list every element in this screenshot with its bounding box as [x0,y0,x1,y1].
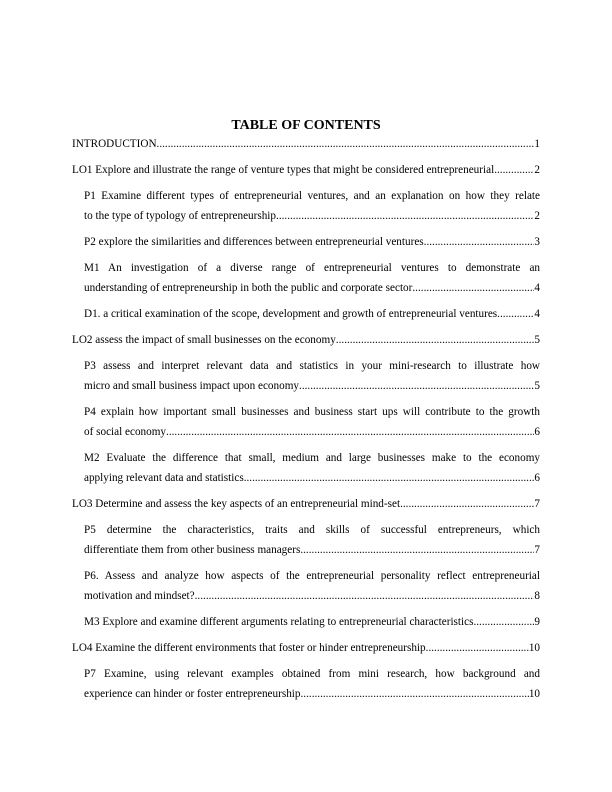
dot-leader [300,540,534,560]
toc-entry-text: micro and small business impact upon economy [84,380,300,392]
dot-leader [336,330,535,350]
page-number: 7 [534,498,540,510]
page-number: 10 [528,642,540,654]
toc-entry[interactable] [72,134,540,154]
page-number: 2 [534,210,540,222]
toc-entry[interactable] [84,356,540,396]
page-number: 1 [534,138,540,150]
toc-entry-text-line: P7 Examine, using relevant examples obtained from mini research, how background and [84,668,540,680]
toc-entry-text: to the type of typology of entrepreneurship [84,210,277,222]
toc-entry-text-line: P4 explain how important small businesses and business start ups will contribute to the growth [84,406,540,418]
toc-entry-text-line: P5 determine the characteristics, traits and skills of successful entrepreneurs, which [84,524,540,536]
toc-entry-text: experience can hinder or foster entrepreneurship [84,688,301,700]
dot-leader [494,160,534,180]
toc-entry[interactable] [72,494,540,514]
toc-entry-text: INTRODUCTION [72,138,157,150]
page-number: 4 [534,308,540,320]
dot-leader [426,638,529,658]
dot-leader [166,422,534,442]
toc-entry[interactable] [84,612,540,632]
toc-entry-text-line: P1 Examine different types of entrepreneurial ventures, and an explanation on how they relate [84,190,540,202]
toc-entry[interactable] [84,448,540,488]
toc-entry[interactable] [84,402,540,442]
toc-entry-text-line: M1 An investigation of a diverse range of entrepreneurial ventures to demonstrate an [84,262,540,274]
toc-entry-text-line: P3 assess and interpret relevant data and statistics in your mini-research to illustrate how [84,360,540,372]
toc-entry[interactable] [72,160,540,180]
dot-leader [400,494,534,514]
dot-leader [276,206,534,226]
toc-entry[interactable] [84,304,540,324]
dot-leader [195,586,535,606]
toc-entry-text: LO1 Explore and illustrate the range of venture types that might be considered entrepreneurial [72,164,495,176]
dot-leader [157,134,535,154]
toc-title: TABLE OF CONTENTS [231,118,381,133]
page-number: 4 [534,282,540,294]
toc-entry-text: M3 Explore and examine different arguments relating to entrepreneurial characteristics [84,616,474,628]
page-number: 10 [528,688,540,700]
toc-entry-text: differentiate them from other business managers [84,544,301,556]
page-number: 6 [534,472,540,484]
toc-entry[interactable] [84,566,540,606]
toc-entry-text: applying relevant data and statistics [84,472,244,484]
page-number: 8 [534,590,540,602]
toc-entry-text: understanding of entrepreneurship in both the public and corporate sector [84,282,413,294]
toc-entry[interactable] [72,638,540,658]
toc-entry[interactable] [84,186,540,226]
toc-entry-text: LO2 assess the impact of small businesses on the economy [72,334,336,346]
toc-entry[interactable] [84,664,540,704]
toc-entry[interactable] [84,232,540,252]
toc-entry-text: D1. a critical examination of the scope, development and growth of entrepreneurial ventures [84,308,498,320]
dot-leader [473,612,534,632]
toc-entry[interactable] [72,330,540,350]
toc-entry-text: P2 explore the similarities and differences between entrepreneurial ventures [84,236,424,248]
page-number: 6 [534,426,540,438]
page-number: 2 [534,164,540,176]
page-number: 7 [534,544,540,556]
toc-entry[interactable] [84,520,540,560]
dot-leader [301,684,529,704]
page-number: 5 [534,334,540,346]
page-number: 5 [534,380,540,392]
dot-leader [424,232,535,252]
page-number: 3 [534,236,540,248]
toc-entry-text: motivation and mindset? [84,590,195,602]
toc-entry-text-line: P6. Assess and analyze how aspects of the entrepreneurial personality reflect entrepreneurial [84,570,540,582]
table-of-contents [72,134,540,710]
toc-entry[interactable] [84,258,540,298]
toc-entry-text: of social economy [84,426,167,438]
page-number: 9 [534,616,540,628]
dot-leader [497,304,534,324]
dot-leader [412,278,534,298]
toc-entry-text: LO3 Determine and assess the key aspects of an entrepreneurial mind-set [72,498,401,510]
dot-leader [244,468,535,488]
toc-entry-text-line: M2 Evaluate the difference that small, medium and large businesses make to the economy [84,452,540,464]
toc-entry-text: LO4 Examine the different environments that foster or hinder entrepreneurship [72,642,426,654]
dot-leader [299,376,534,396]
